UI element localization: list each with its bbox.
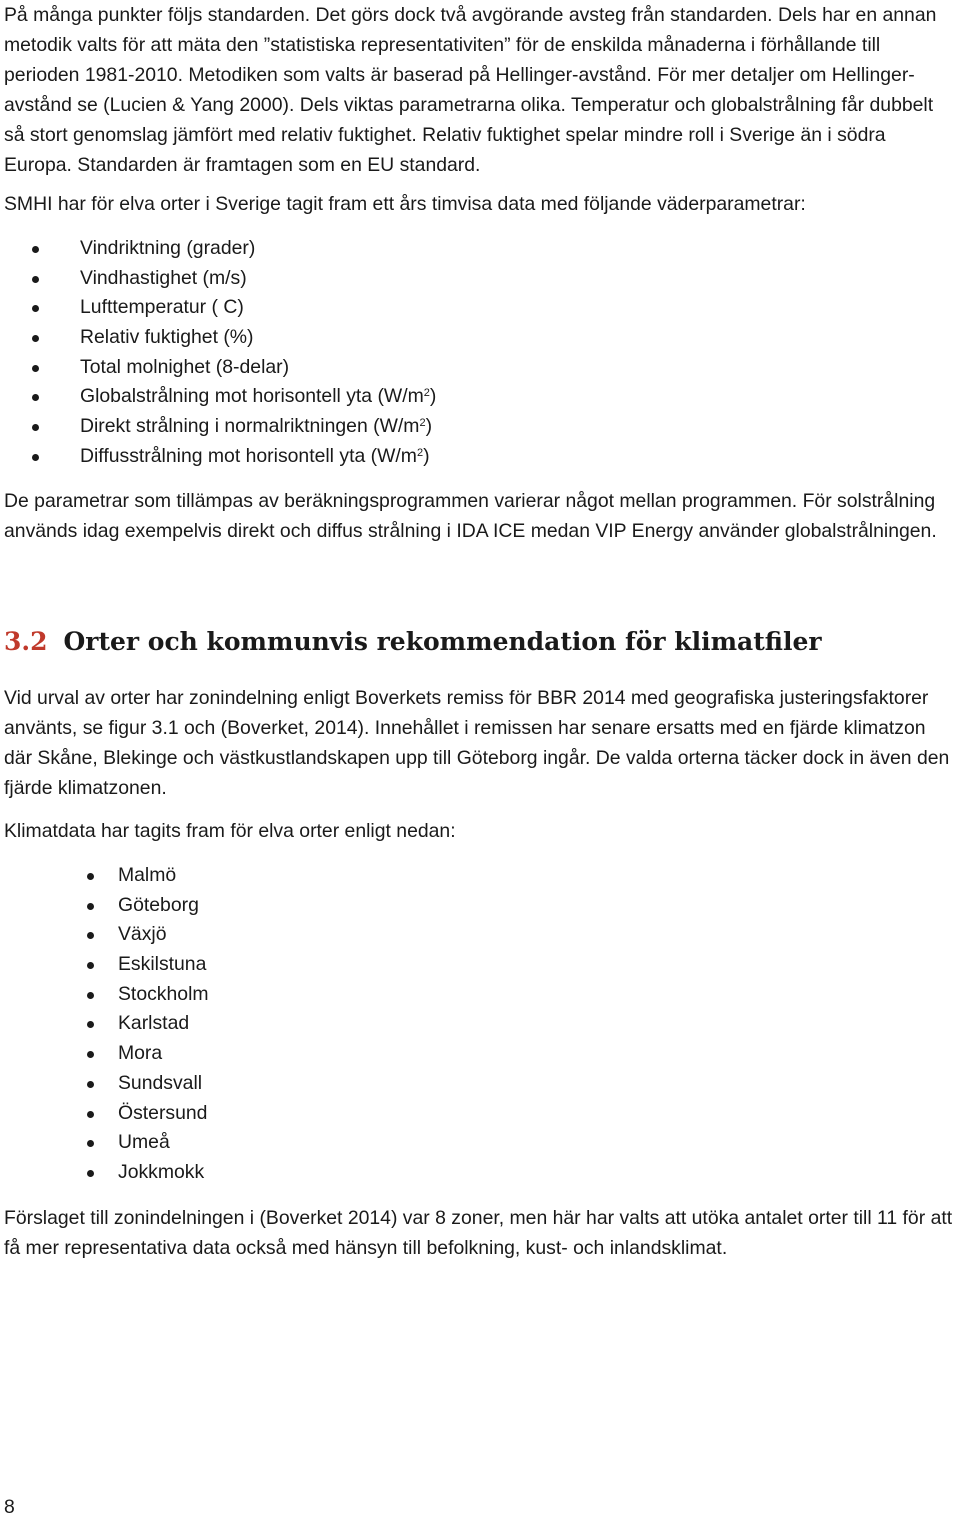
klimatdata-paragraph: Klimatdata har tagits fram för elva orter enligt nedan: — [4, 820, 456, 842]
bullet-icon — [87, 873, 94, 880]
bullet-icon — [32, 365, 39, 372]
bullet-icon — [32, 276, 39, 283]
bullet-icon — [32, 394, 39, 401]
section-heading — [4, 624, 822, 660]
urval-paragraph: Vid urval av orter har zonindelning enligt Boverkets remiss för BBR 2014 med geografiska justeringsfaktorer använts, se figur 3.1 och (Boverket, 2014). Innehållet i remissen har senare ersatts med en fjärde klimatzon där Skåne, Blekinge och västkustlandskapen upp till Göteborg ingår. De valda orterna täcker dock in även den fjärde klimatzonen. — [4, 687, 950, 799]
bullet-icon — [87, 903, 94, 910]
section-number: 3.2 — [4, 627, 48, 656]
bullet-icon — [87, 1140, 94, 1147]
bullet-icon — [87, 1111, 94, 1118]
smhi-paragraph: SMHI har för elva orter i Sverige tagit fram ett års timvisa data med följande väderparametrar: — [4, 193, 806, 215]
bullet-icon — [87, 932, 94, 939]
bullet-icon — [32, 305, 39, 312]
page-number: 8 — [4, 1496, 15, 1518]
bullet-icon — [87, 962, 94, 969]
bullet-icon — [87, 992, 94, 999]
bullet-icon — [87, 1081, 94, 1088]
bullet-icon — [87, 1021, 94, 1028]
bullet-icon — [32, 246, 39, 253]
bullet-icon — [32, 454, 39, 461]
forslag-paragraph: Förslaget till zonindelningen i (Boverket 2014) var 8 zoner, men här har valts att utöka antalet orter till 11 för att få mer representativa data också med hänsyn till befolkning, kust- och inlandsklimat. — [4, 1207, 953, 1259]
bullet-icon — [87, 1051, 94, 1058]
intro-paragraph: På många punkter följs standarden. Det görs dock två avgörande avsteg från standarden. Dels har en annan metodik valts för att mäta den ”statistiska representativiten” för de enskilda månaderna i förhållande till perioden 1981-2010. Metodiken som valts är baserad på Hellinger-avstånd. För mer detaljer om Hellinger-avstånd se (Lucien & Yang 2000). Dels viktas parametrarna olika. Temperatur och globalstrålning får dubbelt så stort genomslag jämfört med relativ fuktighet. Relativ fuktighet spelar mindre roll i Sverige än i södra Europa. Standarden är framtagen som en EU standard. — [4, 4, 937, 176]
parametrar-paragraph: De parametrar som tillämpas av beräkningsprogrammen varierar något mellan programmen. För solstrålning används idag exempelvis direkt och diffus strålning i IDA ICE medan VIP Energy använder globalstrålningen. — [4, 490, 937, 542]
bullet-icon — [32, 424, 39, 431]
bullet-icon — [87, 1170, 94, 1177]
section-title: Orter och kommunvis rekommendation för klimatfiler — [63, 627, 822, 656]
bullet-icon — [32, 335, 39, 342]
